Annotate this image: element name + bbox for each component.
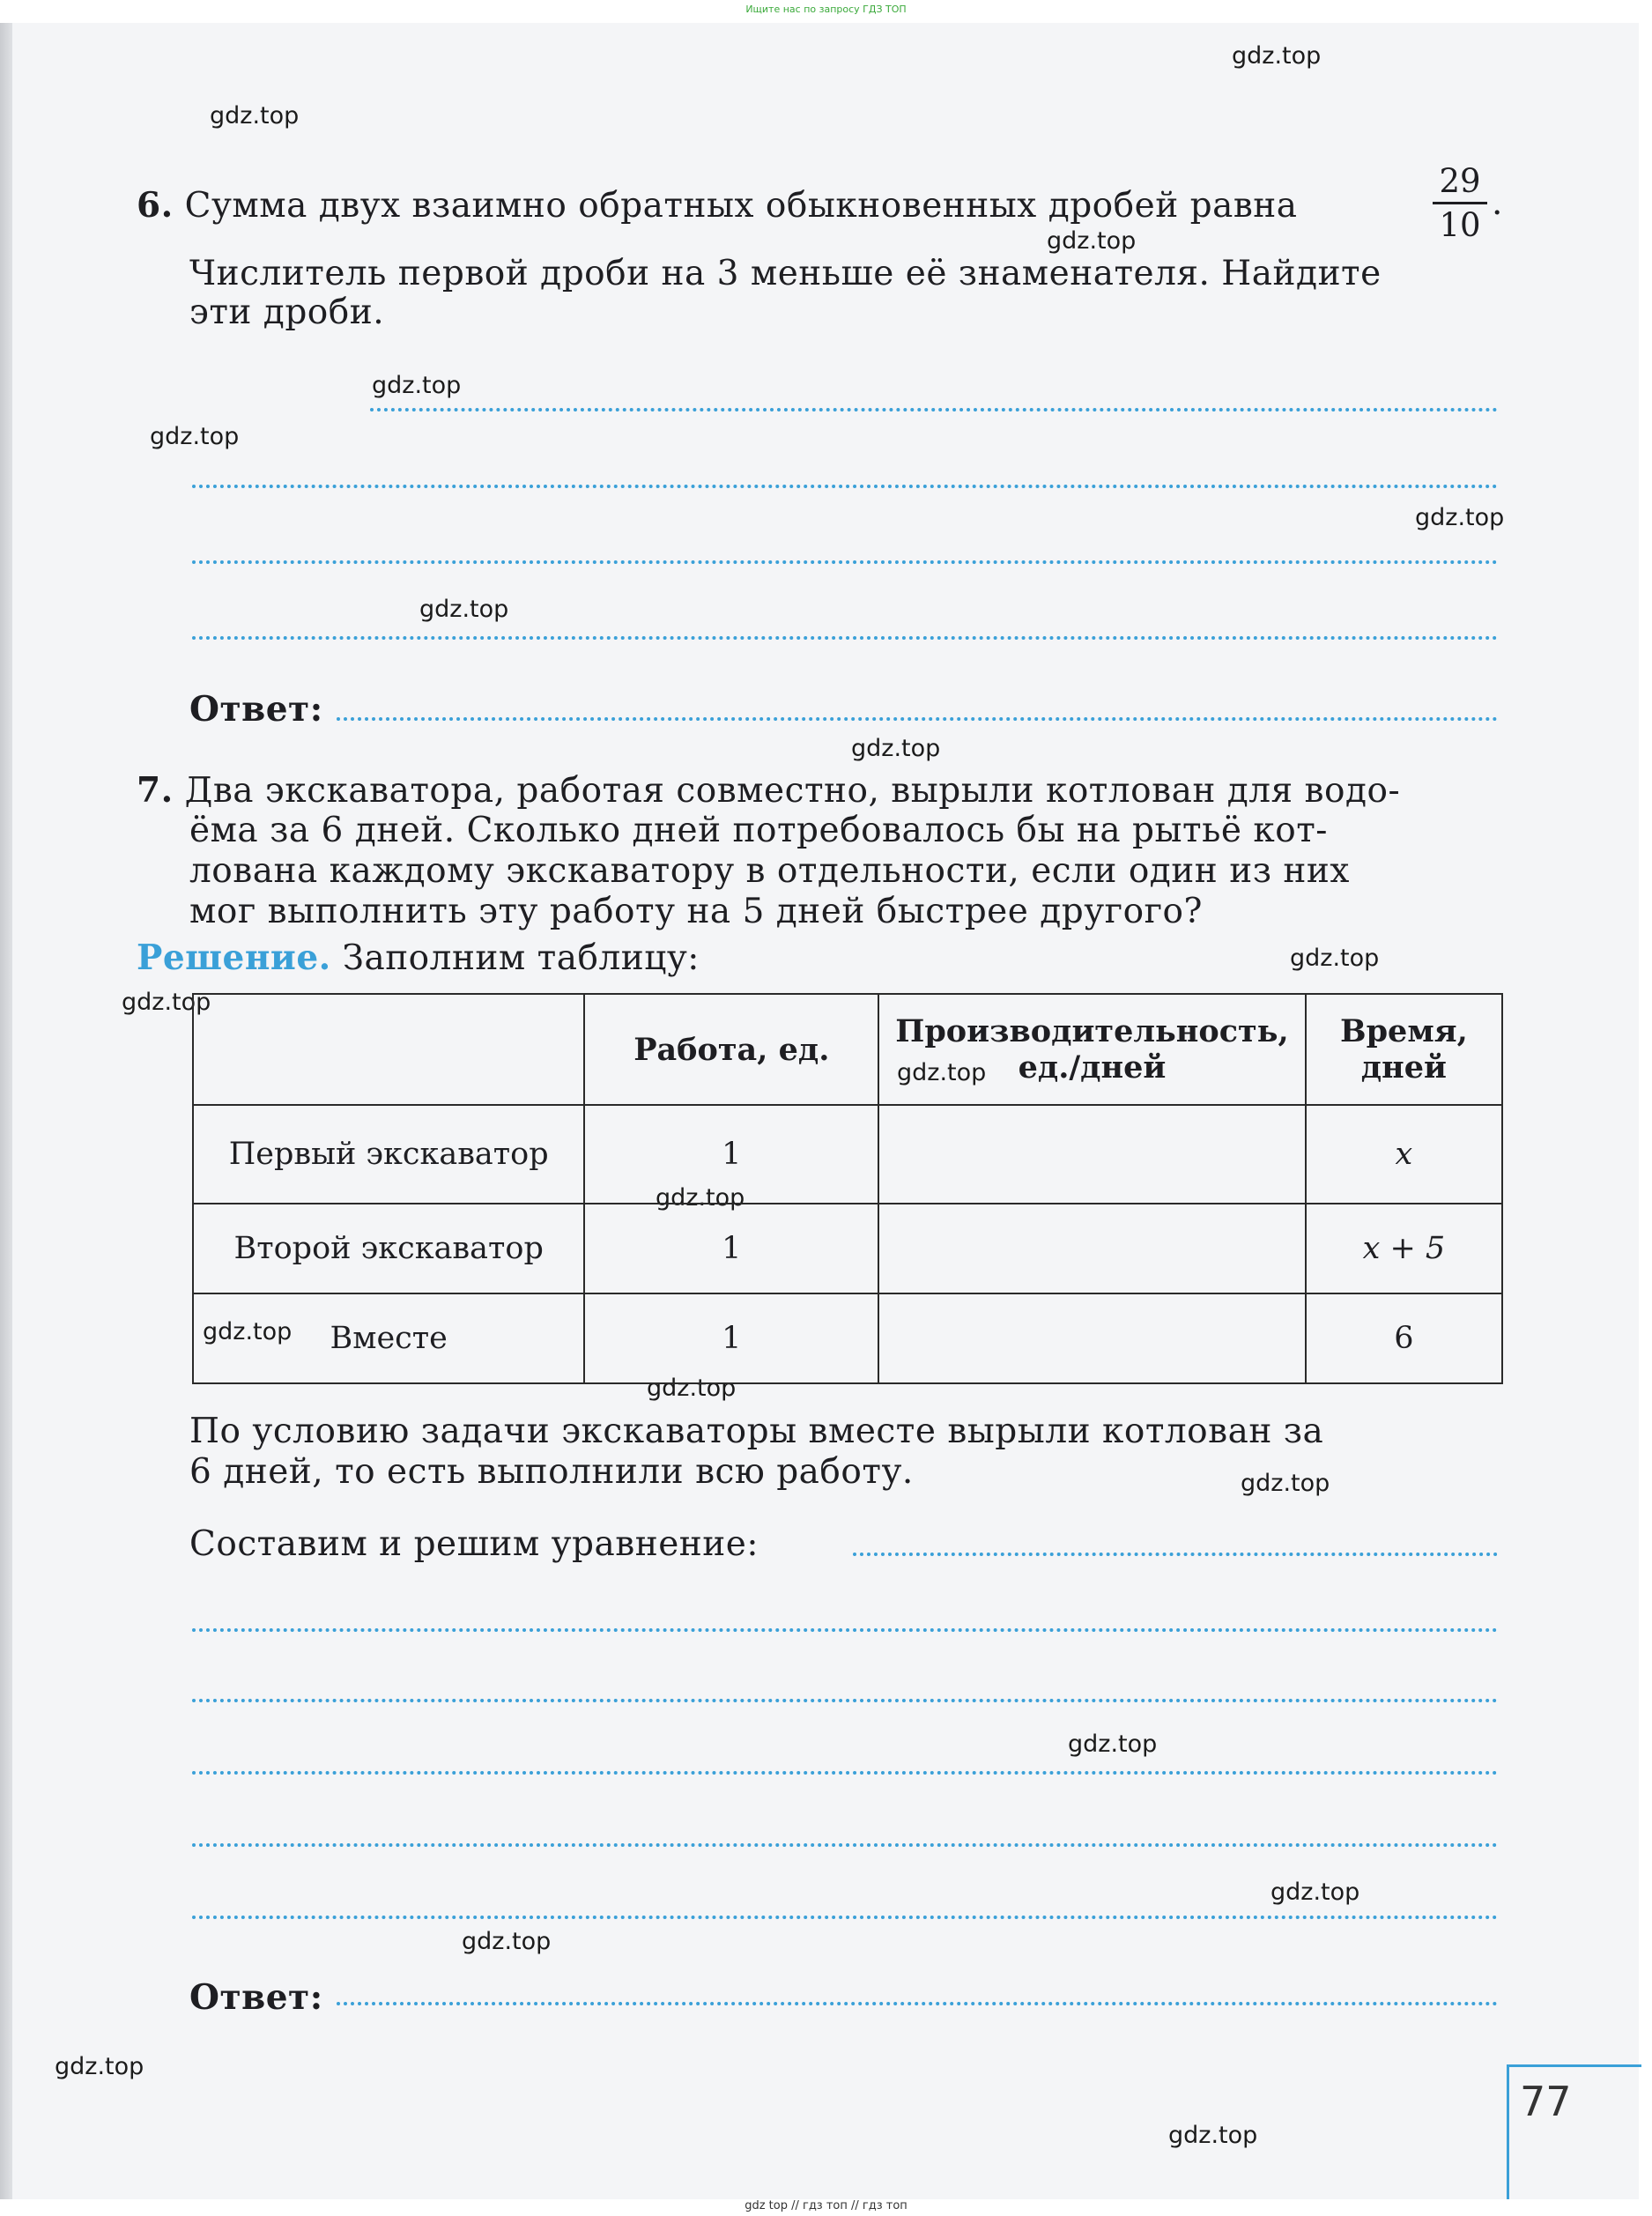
table-cell-time: x + 5 [1306, 1204, 1502, 1293]
answer-dotted-line [192, 1699, 1498, 1702]
answer-dotted-line [192, 1843, 1498, 1847]
watermark: gdz.top [1068, 1731, 1158, 1758]
task6-line1 [137, 183, 1298, 228]
task6-number: 6. [137, 185, 174, 226]
task6-answer-label: Ответ: [189, 689, 323, 730]
footer-strip: gdz top // гдз топ // гдз топ [745, 2199, 907, 2212]
table-cell-work: 1 [584, 1105, 878, 1204]
table-header-cell: Производительность, ед./дней [878, 994, 1306, 1105]
watermark: gdz.top [656, 1184, 745, 1212]
answer-dotted-line [192, 1628, 1498, 1632]
watermark: gdz.top [462, 1928, 552, 1955]
answer-dotted-line [192, 1771, 1498, 1775]
answer-dotted-line [192, 560, 1498, 564]
solution-table [192, 993, 1503, 1384]
watermark: gdz.top [419, 596, 509, 623]
task7-text-line1: Два экскаватора, работая совместно, вырыли котлован для водо- [184, 771, 1401, 811]
table-cell-time: x [1306, 1105, 1502, 1204]
watermark: gdz.top [1168, 2122, 1258, 2149]
task7-text-line4: мог выполнить эту работу на 5 дней быстрее другого? [189, 892, 1203, 931]
task7-answer-label: Ответ: [189, 1977, 323, 2018]
page-number: 77 [1520, 2078, 1572, 2125]
watermark: gdz.top [1232, 42, 1322, 70]
watermark: gdz.top [1270, 1879, 1360, 1906]
table-cell-name: Второй экскаватор [193, 1204, 584, 1293]
task6-text-line2: Числитель первой дроби на 3 меньше её знаменателя. Найдите [189, 254, 1382, 293]
table-cell-rate[interactable] [878, 1105, 1306, 1204]
solution-label: Решение. [137, 938, 331, 978]
fraction-period: . [1492, 183, 1503, 223]
watermark: gdz.top [1290, 945, 1380, 972]
table-header-cell: Работа, ед. [584, 994, 878, 1105]
page-number-box [1507, 2064, 1641, 2199]
table-cell-work: 1 [584, 1293, 878, 1383]
watermark: gdz.top [851, 735, 941, 762]
top-banner: Ищите нас по запросу ГДЗ ТОП [745, 4, 907, 15]
table-cell-rate[interactable] [878, 1293, 1306, 1383]
table-header-cell [193, 994, 584, 1105]
answer-dotted-line [853, 1553, 1498, 1556]
watermark: gdz.top [203, 1318, 293, 1345]
fraction [1429, 162, 1491, 244]
task6-text-line1: Сумма двух взаимно обратных обыкновенных дробей равна [184, 186, 1298, 226]
table-row [193, 1204, 1502, 1293]
table-header-cell: Время, дней [1306, 994, 1502, 1105]
watermark: gdz.top [1047, 227, 1137, 255]
task7-number: 7. [137, 770, 174, 811]
solution-text: Заполним таблицу: [342, 938, 700, 978]
watermark: gdz.top [1241, 1470, 1330, 1497]
watermark: gdz.top [150, 423, 240, 450]
fraction-numerator: 29 [1439, 162, 1481, 200]
solution-line [137, 936, 700, 981]
table-cell-rate[interactable] [878, 1204, 1306, 1293]
watermark: gdz.top [55, 2053, 144, 2080]
table-header-row [193, 994, 1502, 1105]
fraction-denominator: 10 [1439, 206, 1481, 244]
table-cell-work: 1 [584, 1204, 878, 1293]
answer-dotted-line [192, 485, 1498, 488]
watermark: gdz.top [897, 1059, 987, 1086]
table-cell-time: 6 [1306, 1293, 1502, 1383]
condition-line2: 6 дней, то есть выполнили всю работу. [189, 1452, 914, 1492]
answer-dotted-line [337, 717, 1498, 721]
table-cell-name: Вместе [193, 1293, 584, 1383]
answer-dotted-line [192, 1916, 1498, 1919]
watermark: gdz.top [122, 989, 211, 1016]
table-cell-name: Первый экскаватор [193, 1105, 584, 1204]
answer-dotted-line [337, 2002, 1498, 2005]
watermark: gdz.top [647, 1375, 737, 1402]
table-row [193, 1105, 1502, 1204]
task7-text-line3: лована каждому экскаватору в отдельности, если один из них [189, 851, 1350, 891]
watermark: gdz.top [372, 372, 462, 399]
watermark: gdz.top [1415, 504, 1505, 531]
condition-line1: По условию задачи экскаваторы вместе вырыли котлован за [189, 1412, 1324, 1451]
watermark: gdz.top [210, 102, 300, 130]
equation-label: Составим и решим уравнение: [189, 1524, 759, 1564]
task6-text-line3: эти дроби. [189, 293, 385, 332]
task7-text-line2: ёма за 6 дней. Сколько дней потребовалось бы на рытьё кот- [189, 811, 1328, 850]
task7-line1 [137, 768, 1400, 813]
answer-dotted-line [192, 636, 1498, 640]
answer-dotted-line [370, 408, 1498, 411]
table-row [193, 1293, 1502, 1383]
